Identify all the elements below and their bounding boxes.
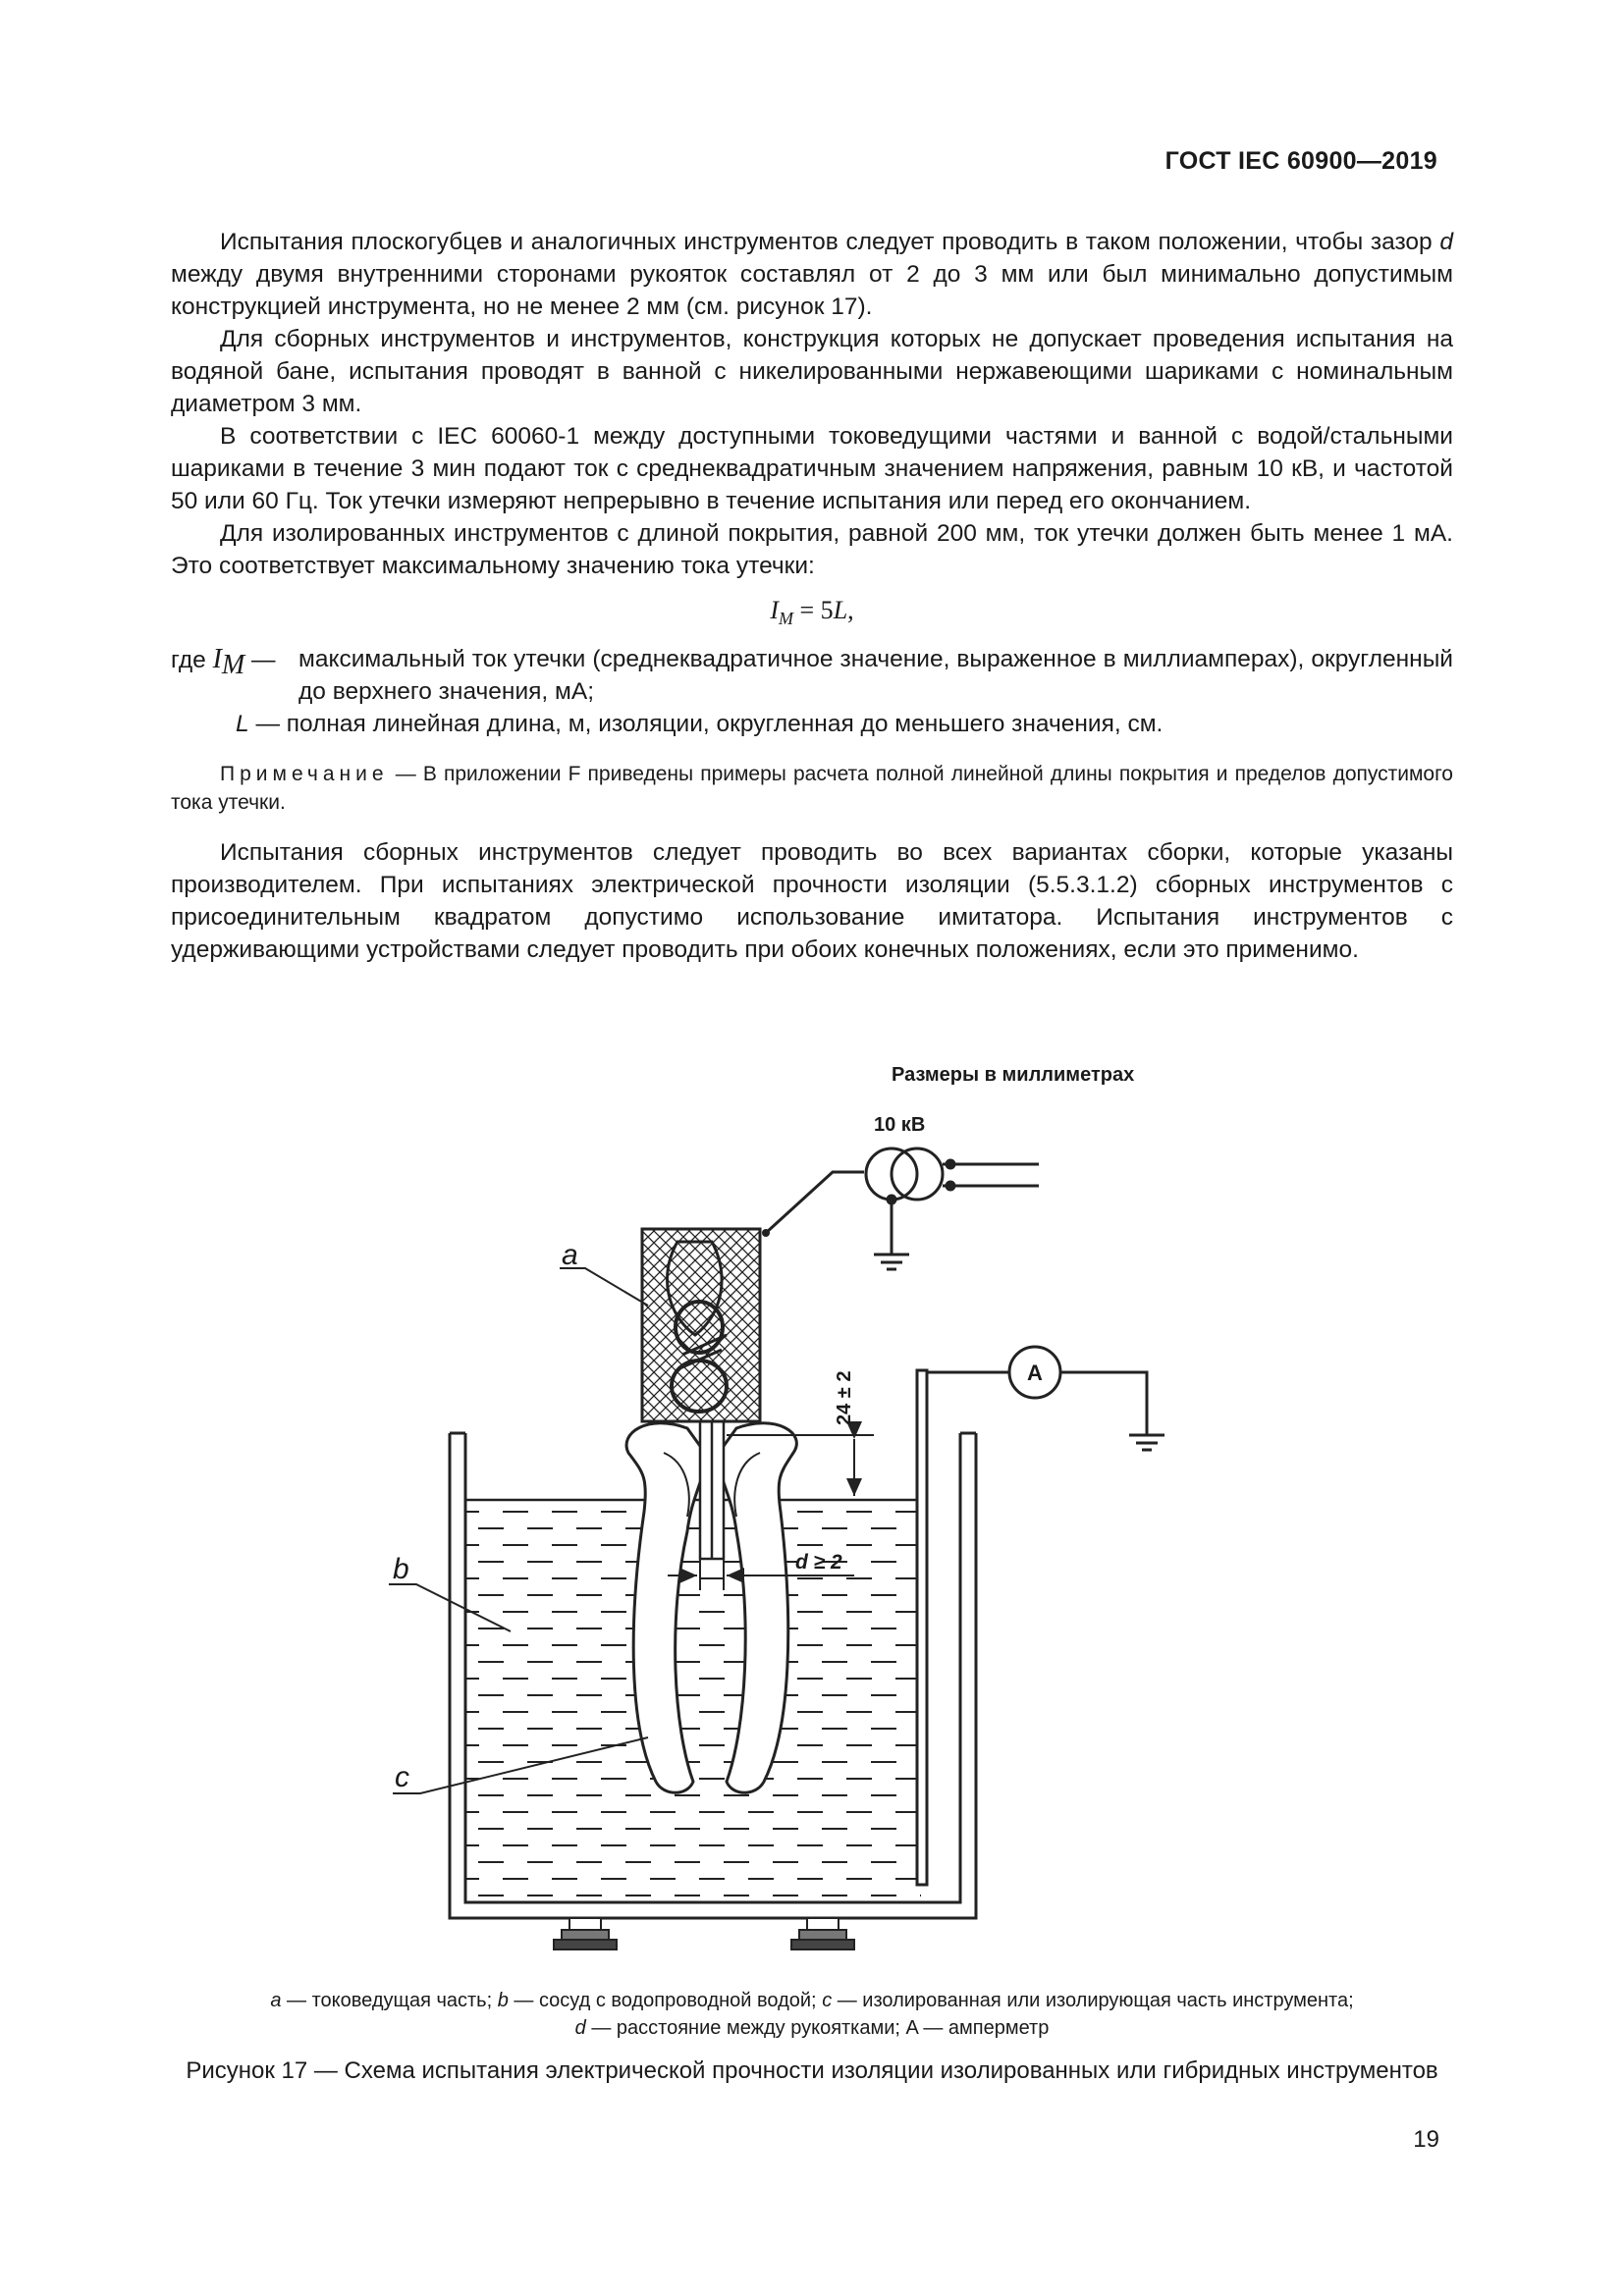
page-number: 19 [1413, 2126, 1439, 2153]
figure-dimensions-note: Размеры в миллиметрах [892, 1064, 1135, 1086]
high-voltage-wire [766, 1172, 864, 1233]
document-number: ГОСТ IEC 60900—2019 [1164, 147, 1437, 175]
note: Примечание — В приложении F приведены примеры расчета полной линейной длины покрытия и пределов допустимого тока утечки. [171, 763, 1453, 815]
where-term-2: L — полная линейная длина, м, изоляции, округленная до меньшего значения, см. [236, 711, 1164, 738]
figure-legend: a — токоведущая часть; b — сосуд с водопроводной водой; c — изолированная или изолирующая часть инструмента; d — расстояние между рукоятками; A — амперметр [270, 1990, 1354, 2039]
where-term-1: где $I_M$ — максимальный ток утечки (среднеквадратичное значение, выраженное в миллиамперах), округленный до верхнего значения, мА; [171, 644, 1453, 706]
dimension-depth-label: 24 ± 2 [834, 1370, 855, 1425]
paragraph-4: Для изолированных инструментов с длиной покрытия, равной 200 мм, ток утечки должен быть менее 1 мА. Это соответствует максимальному значению тока утечки: [171, 520, 1453, 579]
vessel-foot-right [791, 1918, 854, 1949]
paragraph-2: Для сборных инструментов и инструментов, конструкция которых не допускает проведения испытания на водяной бане, испытания проводят в ванной с никелированными нержавеющими шариками с номинальным диаметром 3 мм. [171, 326, 1453, 417]
current-carrying-part [642, 1229, 760, 1421]
ammeter-ground-wire [1060, 1372, 1147, 1435]
label-c: c [395, 1761, 409, 1793]
dimension-gap-label: d ≥ 2 [795, 1551, 842, 1574]
electrode [917, 1370, 1011, 1885]
ammeter-label: A [1027, 1361, 1043, 1385]
paragraph-1: Испытания плоскогубцев и аналогичных инструментов следует проводить в таком положении, чтобы зазор d между двумя внутренними сторонами рукояток составлял от 2 до 3 мм или был минимально допустимым конструкцией инструмента, но не менее 2 мм (см. рисунок 17). [171, 229, 1453, 320]
label-b: b [393, 1553, 409, 1585]
vessel-foot-left [554, 1918, 617, 1949]
label-a: a [562, 1239, 578, 1271]
water [465, 1500, 921, 1902]
paragraph-3: В соответствии с IEC 60060-1 между доступными токоведущими частями и ванной с водой/стальными шариками в течение 3 мин подают ток с среднеквадратичным значением напряжения, равным 10 кВ, и частотой 50 или 60 Гц. Ток утечки измеряют непрерывно в течение испытания или перед его окончанием. [171, 423, 1453, 514]
ground-icon [874, 1255, 909, 1269]
voltage-label: 10 кВ [874, 1114, 926, 1136]
transformer-icon [866, 1148, 1039, 1255]
pliers-joint [700, 1421, 724, 1559]
figure-caption: Рисунок 17 — Схема испытания электрической прочности изоляции изолированных или гибридных инструментов [186, 2057, 1438, 2084]
variable-d: d [1439, 229, 1453, 255]
ground-icon-ammeter [1129, 1435, 1164, 1450]
formula: $I_M = 5L$, [770, 596, 854, 629]
paragraph-5: Испытания сборных инструментов следует проводить во всех вариантах сборки, которые указаны производителем. При испытаниях электрической прочности изоляции (5.5.3.1.2) сборных инструментов с присоединительным квадратом допустимо использование имитатора. Испытания инструментов с удерживающими устройствами следует проводить при обоих конечных положениях, если это применимо. [171, 839, 1453, 964]
